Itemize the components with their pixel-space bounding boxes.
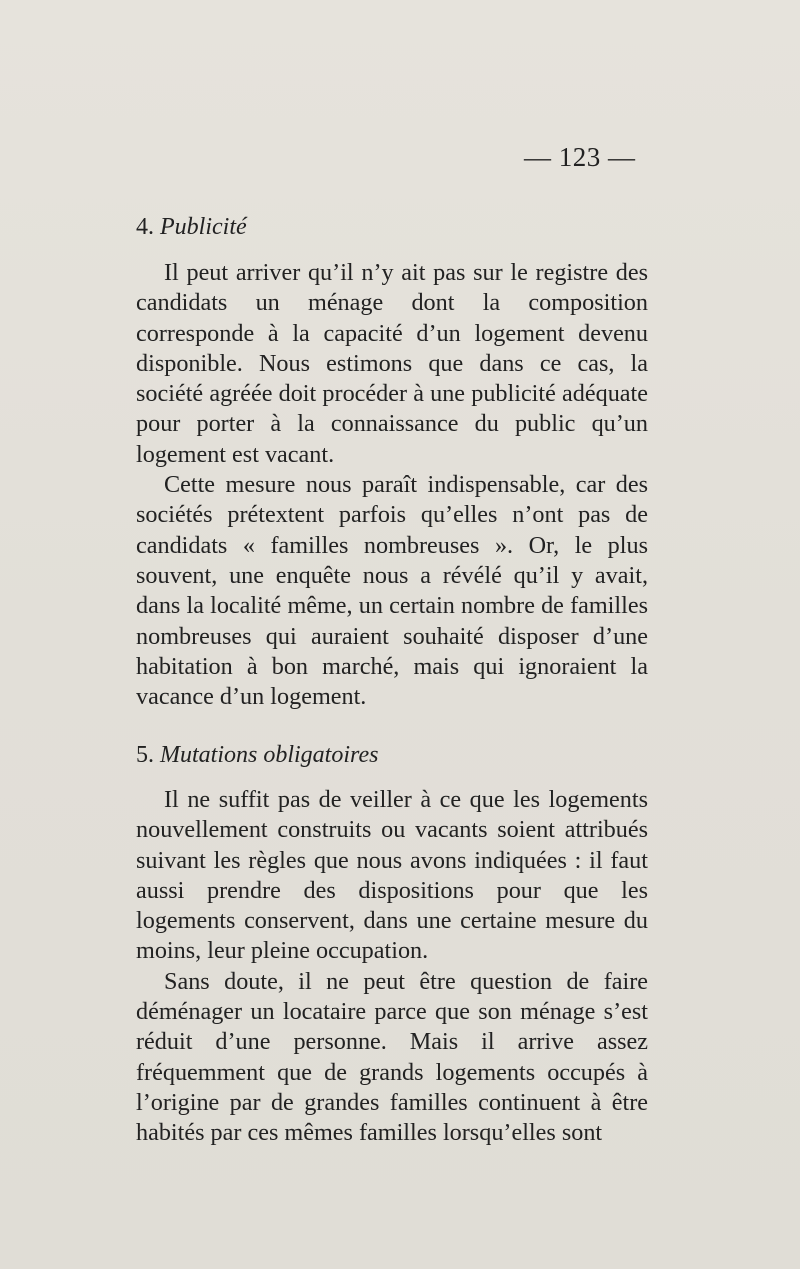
section-heading-publicite <box>136 214 247 241</box>
paragraph: Cette mesure nous paraît indispensable, car des sociétés prétextent parfois qu’elles n’ont pas de candidats « familles nombreuses ». Or, le plus souvent, une enquête nous a révélé qu’il y avait, dans la localité même, un certain nombre de familles nombreuses qui auraient souhaité disposer d’une habitation à bon marché, mais qui ignoraient la vacance d’un logement. <box>136 471 648 711</box>
paragraph: Sans doute, il ne peut être question de faire déménager un locataire parce que son ménage s’est réduit d’une personne. Mais il arrive assez fréquemment que de grands logements occupés à l’origine par de grandes familles continuent à être habités par ces mêmes familles lorsqu’elles sont <box>136 967 648 1147</box>
page-number: — 123 — <box>524 142 636 172</box>
section-heading-mutations-obligatoires <box>136 742 378 769</box>
section-body-publicite <box>136 258 648 712</box>
paragraph: Il peut arriver qu’il n’y ait pas sur le registre des candidats un ménage dont la composition corresponde à la capacité d’un logement devenu disponible. Nous estimons que dans ce cas, la société agréée doit procéder à une publicité adéquate pour porter à la connaissance du public qu’un logement est vacant. <box>136 259 648 468</box>
section-body-mutations-obligatoires <box>136 785 648 1149</box>
section-number: 5. <box>136 742 154 768</box>
section-title: Publicité <box>160 214 247 240</box>
section-title: Mutations obligatoires <box>160 742 379 768</box>
paragraph: Il ne suffit pas de veiller à ce que les logements nouvellement construits ou vacants soient attribués suivant les règles que nous avons indiquées : il faut aussi prendre des dispositions pour que les logements conservent, dans une certaine mesure du moins, leur pleine occupation. <box>136 786 648 965</box>
section-number: 4. <box>136 214 154 240</box>
